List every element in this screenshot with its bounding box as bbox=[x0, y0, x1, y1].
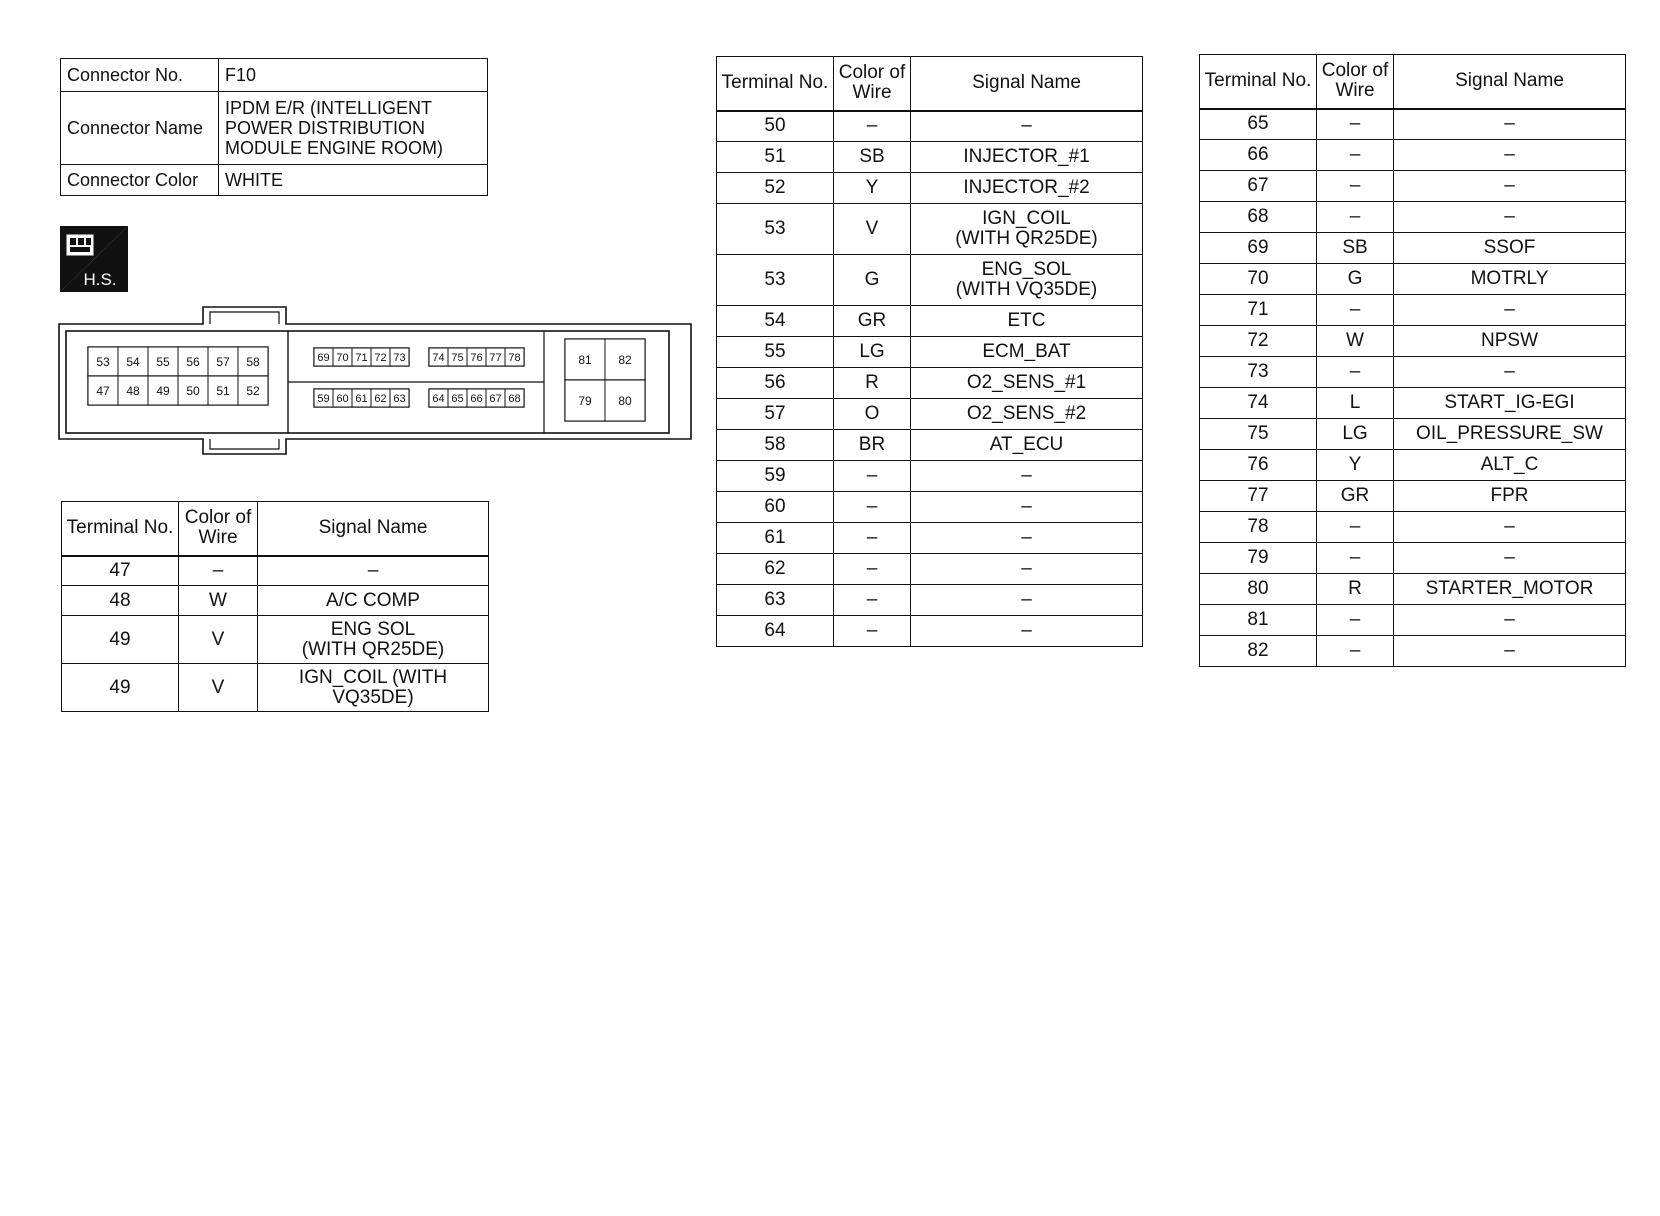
connector-pin bbox=[88, 347, 118, 376]
wire-color-cell: – bbox=[1317, 140, 1394, 171]
wire-color-cell: Y bbox=[834, 173, 911, 204]
signal-cell: – bbox=[911, 111, 1143, 142]
signal-cell bbox=[911, 204, 1143, 255]
signal-cell: – bbox=[1394, 202, 1626, 233]
signal-cell: – bbox=[1394, 357, 1626, 388]
wire-color-cell: – bbox=[1317, 636, 1394, 667]
connector-color-value: WHITE bbox=[219, 165, 488, 196]
terminal-table-1 bbox=[61, 501, 489, 712]
table-row bbox=[1200, 171, 1626, 202]
table-row bbox=[62, 556, 489, 586]
pin-number: 69 bbox=[317, 351, 330, 364]
signal-cell: – bbox=[911, 523, 1143, 554]
wire-color-cell: W bbox=[1317, 326, 1394, 357]
signal-header: Signal Name bbox=[258, 502, 489, 556]
pin-number: 65 bbox=[451, 392, 464, 405]
pin-number: 56 bbox=[186, 354, 200, 369]
signal-cell: – bbox=[911, 616, 1143, 647]
table-row bbox=[1200, 481, 1626, 512]
wire-color-cell: – bbox=[179, 556, 258, 586]
terminal-cell: 66 bbox=[1200, 140, 1317, 171]
table-row bbox=[1200, 233, 1626, 264]
connector-pin bbox=[486, 348, 505, 366]
pin-number: 58 bbox=[246, 354, 260, 369]
connector-pin bbox=[605, 339, 645, 380]
wire-color-cell: BR bbox=[834, 430, 911, 461]
connector-pin bbox=[505, 389, 524, 407]
signal-cell: – bbox=[1394, 109, 1626, 140]
pin-number: 68 bbox=[508, 392, 521, 405]
connector-pin bbox=[238, 376, 268, 405]
signal-line: IGN_COIL bbox=[982, 208, 1071, 229]
connector-no-value: F10 bbox=[219, 59, 488, 92]
color-header bbox=[834, 57, 911, 111]
pin-number: 55 bbox=[156, 354, 170, 369]
wire-color-cell: V bbox=[179, 616, 258, 664]
connector-name-value bbox=[219, 92, 488, 165]
terminal-cell: 64 bbox=[717, 616, 834, 647]
terminal-cell: 62 bbox=[717, 554, 834, 585]
signal-cell: – bbox=[258, 556, 489, 586]
pin-number: 79 bbox=[578, 393, 592, 408]
pin-number: 57 bbox=[216, 354, 230, 369]
connector-pin bbox=[565, 380, 605, 421]
connector-pin bbox=[314, 389, 333, 407]
connector-icon bbox=[66, 234, 94, 256]
wire-color-cell: SB bbox=[834, 142, 911, 173]
connector-pin bbox=[565, 339, 605, 380]
wire-color-cell: O bbox=[834, 399, 911, 430]
signal-cell: MOTRLY bbox=[1394, 264, 1626, 295]
pin-number: 54 bbox=[126, 354, 140, 369]
wire-color-cell: SB bbox=[1317, 233, 1394, 264]
table-row bbox=[1200, 357, 1626, 388]
connector-name-label: Connector Name bbox=[61, 92, 219, 165]
signal-line: (WITH VQ35DE) bbox=[955, 279, 1098, 300]
connector-pin bbox=[118, 347, 148, 376]
color-header-line: Wire bbox=[1335, 80, 1375, 102]
terminal-cell: 51 bbox=[717, 142, 834, 173]
terminal-cell: 49 bbox=[62, 616, 179, 664]
signal-cell: ECM_BAT bbox=[911, 337, 1143, 368]
wire-color-cell: – bbox=[834, 523, 911, 554]
signal-cell: ETC bbox=[911, 306, 1143, 337]
wire-color-cell: – bbox=[1317, 605, 1394, 636]
table-row bbox=[1200, 264, 1626, 295]
connector-info-table bbox=[60, 58, 488, 196]
terminal-cell: 61 bbox=[717, 523, 834, 554]
table-row bbox=[717, 430, 1143, 461]
terminal-cell: 58 bbox=[717, 430, 834, 461]
wire-color-cell: – bbox=[834, 616, 911, 647]
signal-cell: AT_ECU bbox=[911, 430, 1143, 461]
pin-number: 74 bbox=[432, 351, 445, 364]
connector-pin bbox=[486, 389, 505, 407]
signal-cell: ALT_C bbox=[1394, 450, 1626, 481]
wire-color-cell: G bbox=[1317, 264, 1394, 295]
table-row bbox=[1200, 636, 1626, 667]
table-row bbox=[1200, 543, 1626, 574]
wire-color-cell: – bbox=[834, 492, 911, 523]
table-row bbox=[1200, 574, 1626, 605]
terminal-cell: 47 bbox=[62, 556, 179, 586]
table-row bbox=[717, 337, 1143, 368]
table-row bbox=[717, 204, 1143, 255]
signal-cell: O2_SENS_#2 bbox=[911, 399, 1143, 430]
terminal-header: Terminal No. bbox=[1200, 55, 1317, 109]
wire-color-cell: V bbox=[834, 204, 911, 255]
pin-number: 76 bbox=[470, 351, 483, 364]
terminal-cell: 70 bbox=[1200, 264, 1317, 295]
connector-color-label: Connector Color bbox=[61, 165, 219, 196]
pin-number: 59 bbox=[317, 392, 330, 405]
connector-pin bbox=[467, 348, 486, 366]
terminal-cell: 79 bbox=[1200, 543, 1317, 574]
pin-number: 47 bbox=[96, 383, 110, 398]
terminal-cell: 73 bbox=[1200, 357, 1317, 388]
wire-color-cell: LG bbox=[834, 337, 911, 368]
table-row bbox=[717, 585, 1143, 616]
connector-pin bbox=[371, 389, 390, 407]
signal-cell: O2_SENS_#1 bbox=[911, 368, 1143, 399]
table-row bbox=[1200, 295, 1626, 326]
signal-cell: – bbox=[1394, 543, 1626, 574]
connector-pin bbox=[448, 389, 467, 407]
wire-color-cell: L bbox=[1317, 388, 1394, 419]
signal-cell: FPR bbox=[1394, 481, 1626, 512]
wire-color-cell: – bbox=[834, 111, 911, 142]
terminal-cell: 53 bbox=[717, 204, 834, 255]
signal-cell: START_IG-EGI bbox=[1394, 388, 1626, 419]
terminal-cell: 77 bbox=[1200, 481, 1317, 512]
signal-cell: A/C COMP bbox=[258, 586, 489, 616]
connector-pin bbox=[178, 376, 208, 405]
terminal-header: Terminal No. bbox=[717, 57, 834, 111]
pin-number: 78 bbox=[508, 351, 521, 364]
table-row bbox=[1200, 140, 1626, 171]
color-header-line: Color of bbox=[1321, 60, 1389, 82]
terminal-cell: 82 bbox=[1200, 636, 1317, 667]
pin-number: 71 bbox=[355, 351, 368, 364]
terminal-cell: 54 bbox=[717, 306, 834, 337]
pin-number: 50 bbox=[186, 383, 200, 398]
pin-number: 82 bbox=[618, 352, 632, 367]
table-row bbox=[717, 616, 1143, 647]
terminal-cell: 63 bbox=[717, 585, 834, 616]
terminal-cell: 50 bbox=[717, 111, 834, 142]
terminal-cell: 59 bbox=[717, 461, 834, 492]
connector-pin bbox=[208, 376, 238, 405]
signal-cell: NPSW bbox=[1394, 326, 1626, 357]
wire-color-cell: – bbox=[834, 554, 911, 585]
table-row bbox=[62, 664, 489, 712]
connector-pin bbox=[371, 348, 390, 366]
signal-cell: – bbox=[1394, 171, 1626, 202]
terminal-header: Terminal No. bbox=[62, 502, 179, 556]
wire-color-cell: G bbox=[834, 255, 911, 306]
pin-number: 70 bbox=[336, 351, 349, 364]
wire-color-cell: GR bbox=[834, 306, 911, 337]
table-row bbox=[717, 255, 1143, 306]
connector-name-line: POWER DISTRIBUTION bbox=[225, 118, 426, 138]
connector-pin bbox=[333, 348, 352, 366]
wire-color-cell: – bbox=[1317, 109, 1394, 140]
terminal-cell: 65 bbox=[1200, 109, 1317, 140]
terminal-cell: 68 bbox=[1200, 202, 1317, 233]
wire-color-cell: – bbox=[1317, 171, 1394, 202]
table-row bbox=[717, 554, 1143, 585]
signal-line: (WITH QR25DE) bbox=[955, 228, 1098, 249]
table-row bbox=[717, 306, 1143, 337]
table-row bbox=[62, 586, 489, 616]
signal-line: VQ35DE) bbox=[332, 686, 414, 708]
signal-cell: OIL_PRESSURE_SW bbox=[1394, 419, 1626, 450]
connector-name-line: MODULE ENGINE ROOM) bbox=[225, 138, 444, 158]
terminal-table-3 bbox=[1199, 54, 1626, 667]
connector-pin bbox=[314, 348, 333, 366]
connector-pin bbox=[429, 389, 448, 407]
connector-pin bbox=[238, 347, 268, 376]
connector-pin bbox=[352, 348, 371, 366]
table-row bbox=[717, 111, 1143, 142]
connector-pin bbox=[352, 389, 371, 407]
terminal-cell: 53 bbox=[717, 255, 834, 306]
pin-number: 80 bbox=[618, 393, 632, 408]
pin-number: 48 bbox=[126, 383, 140, 398]
wire-color-cell: LG bbox=[1317, 419, 1394, 450]
pin-number: 81 bbox=[578, 352, 592, 367]
terminal-cell: 69 bbox=[1200, 233, 1317, 264]
connector-pin bbox=[118, 376, 148, 405]
table-row bbox=[1200, 202, 1626, 233]
connector-pin bbox=[467, 389, 486, 407]
terminal-cell: 71 bbox=[1200, 295, 1317, 326]
table-row bbox=[717, 461, 1143, 492]
signal-cell: INJECTOR_#1 bbox=[911, 142, 1143, 173]
signal-line: (WITH QR25DE) bbox=[301, 638, 445, 660]
connector-pin bbox=[505, 348, 524, 366]
wire-color-cell: – bbox=[834, 585, 911, 616]
signal-cell: STARTER_MOTOR bbox=[1394, 574, 1626, 605]
wire-color-cell: – bbox=[1317, 543, 1394, 574]
pin-number: 67 bbox=[489, 392, 502, 405]
wire-color-cell: V bbox=[179, 664, 258, 712]
wire-color-cell: – bbox=[1317, 512, 1394, 543]
wire-color-cell: GR bbox=[1317, 481, 1394, 512]
terminal-cell: 80 bbox=[1200, 574, 1317, 605]
wire-color-cell: R bbox=[834, 368, 911, 399]
signal-cell bbox=[258, 664, 489, 712]
table-row bbox=[717, 368, 1143, 399]
hs-badge-label: H.S. bbox=[83, 270, 117, 289]
signal-line: ENG SOL bbox=[330, 618, 416, 640]
table-row bbox=[717, 399, 1143, 430]
wire-color-cell: R bbox=[1317, 574, 1394, 605]
pin-number: 64 bbox=[432, 392, 445, 405]
pin-number: 61 bbox=[355, 392, 368, 405]
terminal-cell: 81 bbox=[1200, 605, 1317, 636]
color-header-line: Wire bbox=[198, 527, 238, 549]
terminal-cell: 72 bbox=[1200, 326, 1317, 357]
table-row bbox=[1200, 450, 1626, 481]
signal-line: ENG_SOL bbox=[981, 259, 1072, 280]
connector-face-diagram bbox=[58, 302, 692, 460]
signal-cell: – bbox=[1394, 512, 1626, 543]
terminal-cell: 52 bbox=[717, 173, 834, 204]
signal-header: Signal Name bbox=[911, 57, 1143, 111]
connector-pin bbox=[390, 389, 409, 407]
color-header-line: Color of bbox=[838, 62, 906, 84]
connector-pin bbox=[390, 348, 409, 366]
signal-cell: – bbox=[911, 554, 1143, 585]
table-row bbox=[1200, 512, 1626, 543]
table-row bbox=[1200, 326, 1626, 357]
wire-color-cell: – bbox=[1317, 295, 1394, 326]
terminal-cell: 74 bbox=[1200, 388, 1317, 419]
connector-pin bbox=[88, 376, 118, 405]
terminal-cell: 60 bbox=[717, 492, 834, 523]
signal-cell: – bbox=[1394, 295, 1626, 326]
terminal-cell: 76 bbox=[1200, 450, 1317, 481]
connector-pin bbox=[178, 347, 208, 376]
terminal-cell: 48 bbox=[62, 586, 179, 616]
signal-cell: – bbox=[911, 585, 1143, 616]
signal-line: IGN_COIL (WITH bbox=[298, 666, 448, 688]
color-header-line: Wire bbox=[852, 82, 892, 104]
table-row bbox=[717, 523, 1143, 554]
terminal-cell: 57 bbox=[717, 399, 834, 430]
pin-number: 49 bbox=[156, 383, 170, 398]
terminal-cell: 56 bbox=[717, 368, 834, 399]
signal-cell: – bbox=[1394, 636, 1626, 667]
harness-side-badge bbox=[60, 226, 128, 292]
table-row bbox=[1200, 388, 1626, 419]
pin-number: 66 bbox=[470, 392, 483, 405]
table-row bbox=[62, 616, 489, 664]
wire-color-cell: – bbox=[1317, 202, 1394, 233]
pin-number: 75 bbox=[451, 351, 464, 364]
connector-name-line: IPDM E/R (INTELLIGENT bbox=[225, 98, 433, 118]
color-header bbox=[1317, 55, 1394, 109]
color-header bbox=[179, 502, 258, 556]
connector-pin bbox=[448, 348, 467, 366]
terminal-cell: 49 bbox=[62, 664, 179, 712]
table-row bbox=[1200, 419, 1626, 450]
pin-number: 72 bbox=[374, 351, 387, 364]
wire-color-cell: W bbox=[179, 586, 258, 616]
signal-cell: – bbox=[1394, 605, 1626, 636]
connector-pin bbox=[429, 348, 448, 366]
terminal-cell: 55 bbox=[717, 337, 834, 368]
connector-pin bbox=[148, 347, 178, 376]
terminal-cell: 75 bbox=[1200, 419, 1317, 450]
signal-cell: – bbox=[911, 461, 1143, 492]
pin-number: 63 bbox=[393, 392, 406, 405]
terminal-cell: 78 bbox=[1200, 512, 1317, 543]
signal-cell: – bbox=[1394, 140, 1626, 171]
table-row bbox=[717, 142, 1143, 173]
pin-number: 60 bbox=[336, 392, 349, 405]
table-row bbox=[717, 492, 1143, 523]
table-row bbox=[1200, 605, 1626, 636]
wire-color-cell: – bbox=[1317, 357, 1394, 388]
signal-cell bbox=[258, 616, 489, 664]
signal-header: Signal Name bbox=[1394, 55, 1626, 109]
connector-pin bbox=[208, 347, 238, 376]
color-header-line: Color of bbox=[184, 507, 252, 529]
pin-number: 53 bbox=[96, 354, 110, 369]
pin-number: 51 bbox=[216, 383, 230, 398]
signal-cell: SSOF bbox=[1394, 233, 1626, 264]
wire-color-cell: Y bbox=[1317, 450, 1394, 481]
table-row bbox=[1200, 109, 1626, 140]
connector-pin bbox=[148, 376, 178, 405]
table-row bbox=[717, 173, 1143, 204]
signal-cell bbox=[911, 255, 1143, 306]
connector-pin bbox=[333, 389, 352, 407]
connector-no-label: Connector No. bbox=[61, 59, 219, 92]
terminal-table-2 bbox=[716, 56, 1143, 647]
wire-color-cell: – bbox=[834, 461, 911, 492]
signal-cell: – bbox=[911, 492, 1143, 523]
pin-number: 62 bbox=[374, 392, 387, 405]
pin-number: 52 bbox=[246, 383, 260, 398]
terminal-cell: 67 bbox=[1200, 171, 1317, 202]
pin-number: 73 bbox=[393, 351, 406, 364]
signal-cell: INJECTOR_#2 bbox=[911, 173, 1143, 204]
connector-pin bbox=[605, 380, 645, 421]
pin-number: 77 bbox=[489, 351, 502, 364]
